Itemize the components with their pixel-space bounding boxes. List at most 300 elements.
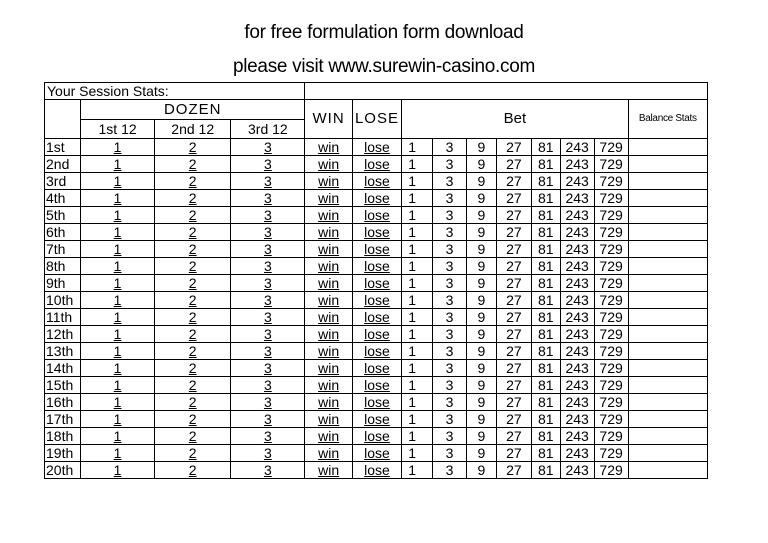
bet-cell: 1 <box>402 394 433 411</box>
bet-cell: 729 <box>594 207 628 224</box>
bet-cell: 1 <box>402 139 433 156</box>
balance-cell <box>628 224 707 241</box>
bet-cell: 27 <box>496 224 531 241</box>
win-cell: win <box>305 207 352 224</box>
bet-cell: 9 <box>467 275 497 292</box>
bet-cell: 81 <box>531 343 560 360</box>
bet-cell: 729 <box>594 360 628 377</box>
row-label: 2nd <box>45 156 81 173</box>
bet-cell: 27 <box>496 343 531 360</box>
bet-cell: 3 <box>433 258 467 275</box>
dozen-col-2nd: 2nd 12 <box>155 120 231 139</box>
bet-cell: 243 <box>560 224 594 241</box>
table-row <box>45 258 708 275</box>
bet-cell: 9 <box>467 173 497 190</box>
bet-cell: 3 <box>433 190 467 207</box>
lose-cell: lose <box>352 394 401 411</box>
lose-cell: lose <box>352 377 401 394</box>
bet-cell: 729 <box>594 275 628 292</box>
win-cell: win <box>305 173 352 190</box>
balance-cell <box>628 445 707 462</box>
win-cell: win <box>305 343 352 360</box>
table-row <box>45 292 708 309</box>
bet-cell: 9 <box>467 292 497 309</box>
bet-cell: 1 <box>402 343 433 360</box>
bet-cell: 3 <box>433 343 467 360</box>
table-row <box>45 462 708 479</box>
dozen-cell: 1 <box>81 241 155 258</box>
lose-cell: lose <box>352 326 401 343</box>
bet-cell: 729 <box>594 462 628 479</box>
lose-cell: lose <box>352 241 401 258</box>
balance-cell <box>628 275 707 292</box>
dozen-cell: 1 <box>81 326 155 343</box>
win-cell: win <box>305 326 352 343</box>
bet-cell: 729 <box>594 258 628 275</box>
bet-cell: 729 <box>594 190 628 207</box>
dozen-cell: 2 <box>155 394 231 411</box>
bet-cell: 729 <box>594 139 628 156</box>
bet-cell: 729 <box>594 241 628 258</box>
dozen-cell: 3 <box>231 462 305 479</box>
bet-cell: 27 <box>496 275 531 292</box>
bet-cell: 27 <box>496 207 531 224</box>
session-stats-title: Your Session Stats: <box>45 83 305 100</box>
dozen-cell: 3 <box>231 207 305 224</box>
bet-cell: 3 <box>433 394 467 411</box>
bet-cell: 81 <box>531 139 560 156</box>
dozen-cell: 1 <box>81 190 155 207</box>
row-label: 12th <box>45 326 81 343</box>
bet-cell: 1 <box>402 156 433 173</box>
balance-cell <box>628 156 707 173</box>
bet-cell: 27 <box>496 190 531 207</box>
bet-cell: 9 <box>467 224 497 241</box>
bet-cell: 3 <box>433 224 467 241</box>
balance-cell <box>628 462 707 479</box>
dozen-cell: 3 <box>231 190 305 207</box>
win-cell: win <box>305 275 352 292</box>
dozen-cell: 2 <box>155 428 231 445</box>
balance-cell <box>628 190 707 207</box>
bet-cell: 243 <box>560 462 594 479</box>
lose-cell: lose <box>352 224 401 241</box>
balance-cell <box>628 292 707 309</box>
lose-cell: lose <box>352 411 401 428</box>
bet-cell: 1 <box>402 292 433 309</box>
win-cell: win <box>305 309 352 326</box>
session-stats-table <box>44 82 708 479</box>
bet-cell: 27 <box>496 394 531 411</box>
dozen-cell: 2 <box>155 360 231 377</box>
bet-cell: 81 <box>531 173 560 190</box>
dozen-cell: 3 <box>231 428 305 445</box>
balance-cell <box>628 173 707 190</box>
bet-cell: 9 <box>467 207 497 224</box>
bet-cell: 243 <box>560 394 594 411</box>
dozen-cell: 1 <box>81 275 155 292</box>
table-row <box>45 139 708 156</box>
bet-cell: 3 <box>433 207 467 224</box>
dozen-col-3rd: 3rd 12 <box>231 120 305 139</box>
row-label: 1st <box>45 139 81 156</box>
dozen-cell: 1 <box>81 360 155 377</box>
dozen-cell: 1 <box>81 156 155 173</box>
bet-cell: 243 <box>560 360 594 377</box>
lose-cell: lose <box>352 343 401 360</box>
bet-cell: 9 <box>467 377 497 394</box>
dozen-cell: 1 <box>81 462 155 479</box>
dozen-cell: 1 <box>81 207 155 224</box>
win-cell: win <box>305 428 352 445</box>
bet-cell: 1 <box>402 224 433 241</box>
bet-cell: 729 <box>594 343 628 360</box>
table-row <box>45 445 708 462</box>
dozen-cell: 3 <box>231 411 305 428</box>
table-row <box>45 394 708 411</box>
bet-cell: 9 <box>467 156 497 173</box>
bet-cell: 1 <box>402 190 433 207</box>
dozen-cell: 1 <box>81 258 155 275</box>
bet-cell: 9 <box>467 258 497 275</box>
row-label: 6th <box>45 224 81 241</box>
dozen-cell: 1 <box>81 377 155 394</box>
row-label: 15th <box>45 377 81 394</box>
dozen-cell: 2 <box>155 326 231 343</box>
bet-cell: 81 <box>531 428 560 445</box>
bet-cell: 81 <box>531 156 560 173</box>
bet-cell: 27 <box>496 258 531 275</box>
table-row <box>45 190 708 207</box>
bet-cell: 729 <box>594 377 628 394</box>
row-label: 16th <box>45 394 81 411</box>
dozen-cell: 1 <box>81 445 155 462</box>
dozen-cell: 1 <box>81 343 155 360</box>
bet-cell: 3 <box>433 309 467 326</box>
bet-cell: 243 <box>560 207 594 224</box>
balance-cell <box>628 258 707 275</box>
balance-cell <box>628 326 707 343</box>
table-row <box>45 207 708 224</box>
bet-cell: 243 <box>560 411 594 428</box>
bet-cell: 81 <box>531 360 560 377</box>
balance-stats-header: Balance Stats <box>628 100 707 139</box>
bet-cell: 81 <box>531 241 560 258</box>
bet-cell: 729 <box>594 326 628 343</box>
bet-cell: 3 <box>433 377 467 394</box>
dozen-cell: 3 <box>231 326 305 343</box>
bet-cell: 729 <box>594 292 628 309</box>
session-row <box>45 83 708 100</box>
dozen-cell: 2 <box>155 292 231 309</box>
bet-cell: 9 <box>467 326 497 343</box>
dozen-cell: 2 <box>155 224 231 241</box>
dozen-cell: 1 <box>81 411 155 428</box>
table-row <box>45 428 708 445</box>
dozen-cell: 3 <box>231 275 305 292</box>
bet-cell: 27 <box>496 309 531 326</box>
win-cell: win <box>305 377 352 394</box>
table-row <box>45 326 708 343</box>
bet-cell: 243 <box>560 190 594 207</box>
bet-cell: 27 <box>496 411 531 428</box>
bet-cell: 243 <box>560 445 594 462</box>
bet-cell: 27 <box>496 156 531 173</box>
dozen-cell: 2 <box>155 190 231 207</box>
dozen-cell: 3 <box>231 343 305 360</box>
table-row <box>45 360 708 377</box>
bet-cell: 1 <box>402 207 433 224</box>
bet-cell: 27 <box>496 326 531 343</box>
bet-cell: 9 <box>467 241 497 258</box>
bet-cell: 1 <box>402 241 433 258</box>
dozen-cell: 3 <box>231 360 305 377</box>
bet-cell: 27 <box>496 360 531 377</box>
row-label-header <box>45 100 81 139</box>
dozen-cell: 1 <box>81 428 155 445</box>
bet-cell: 243 <box>560 309 594 326</box>
bet-cell: 3 <box>433 241 467 258</box>
row-label: 7th <box>45 241 81 258</box>
bet-cell: 1 <box>402 275 433 292</box>
bet-cell: 729 <box>594 173 628 190</box>
bet-cell: 81 <box>531 207 560 224</box>
bet-cell: 3 <box>433 156 467 173</box>
dozen-cell: 2 <box>155 377 231 394</box>
lose-cell: lose <box>352 190 401 207</box>
win-cell: win <box>305 360 352 377</box>
bet-cell: 9 <box>467 394 497 411</box>
bet-cell: 1 <box>402 326 433 343</box>
bet-cell: 243 <box>560 326 594 343</box>
bet-cell: 1 <box>402 377 433 394</box>
bet-cell: 243 <box>560 292 594 309</box>
row-label: 8th <box>45 258 81 275</box>
bet-cell: 27 <box>496 241 531 258</box>
table-row <box>45 343 708 360</box>
dozen-cell: 3 <box>231 241 305 258</box>
bet-header: Bet <box>402 100 628 139</box>
win-header: WIN <box>305 100 352 139</box>
dozen-cell: 2 <box>155 241 231 258</box>
bet-cell: 243 <box>560 139 594 156</box>
bet-cell: 81 <box>531 445 560 462</box>
balance-cell <box>628 394 707 411</box>
row-label: 18th <box>45 428 81 445</box>
win-cell: win <box>305 156 352 173</box>
bet-cell: 81 <box>531 462 560 479</box>
balance-cell <box>628 360 707 377</box>
bet-cell: 9 <box>467 411 497 428</box>
bet-cell: 243 <box>560 258 594 275</box>
row-label: 13th <box>45 343 81 360</box>
bet-cell: 1 <box>402 173 433 190</box>
bet-cell: 243 <box>560 275 594 292</box>
row-label: 19th <box>45 445 81 462</box>
bet-cell: 729 <box>594 428 628 445</box>
dozen-cell: 1 <box>81 224 155 241</box>
bet-cell: 1 <box>402 428 433 445</box>
bet-cell: 1 <box>402 360 433 377</box>
win-cell: win <box>305 241 352 258</box>
bet-cell: 81 <box>531 411 560 428</box>
bet-cell: 729 <box>594 394 628 411</box>
lose-cell: lose <box>352 428 401 445</box>
dozen-cell: 3 <box>231 292 305 309</box>
bet-cell: 1 <box>402 462 433 479</box>
dozen-cell: 3 <box>231 156 305 173</box>
lose-cell: lose <box>352 445 401 462</box>
dozen-cell: 2 <box>155 343 231 360</box>
dozen-cell: 3 <box>231 173 305 190</box>
bet-cell: 3 <box>433 173 467 190</box>
table-row <box>45 411 708 428</box>
bet-cell: 81 <box>531 190 560 207</box>
bet-cell: 1 <box>402 258 433 275</box>
dozen-cell: 2 <box>155 207 231 224</box>
bet-cell: 27 <box>496 377 531 394</box>
header-row-1 <box>45 100 708 120</box>
win-cell: win <box>305 258 352 275</box>
bet-cell: 3 <box>433 445 467 462</box>
dozen-cell: 2 <box>155 258 231 275</box>
lose-cell: lose <box>352 258 401 275</box>
bet-cell: 81 <box>531 224 560 241</box>
dozen-cell: 2 <box>155 462 231 479</box>
header-line-2: please visit www.surewin-casino.com <box>232 56 536 77</box>
win-cell: win <box>305 411 352 428</box>
bet-cell: 27 <box>496 292 531 309</box>
row-label: 10th <box>45 292 81 309</box>
bet-cell: 243 <box>560 173 594 190</box>
balance-cell <box>628 428 707 445</box>
dozen-cell: 2 <box>155 309 231 326</box>
bet-cell: 9 <box>467 445 497 462</box>
lose-cell: lose <box>352 275 401 292</box>
dozen-cell: 2 <box>155 173 231 190</box>
bet-cell: 81 <box>531 258 560 275</box>
dozen-cell: 3 <box>231 377 305 394</box>
bet-cell: 9 <box>467 343 497 360</box>
bet-cell: 1 <box>402 445 433 462</box>
dozen-cell: 2 <box>155 275 231 292</box>
dozen-cell: 1 <box>81 173 155 190</box>
dozen-cell: 1 <box>81 139 155 156</box>
bet-cell: 729 <box>594 224 628 241</box>
bet-cell: 81 <box>531 394 560 411</box>
table-row <box>45 241 708 258</box>
balance-cell <box>628 139 707 156</box>
table-row <box>45 156 708 173</box>
dozen-cell: 3 <box>231 309 305 326</box>
win-cell: win <box>305 139 352 156</box>
lose-cell: lose <box>352 309 401 326</box>
dozen-cell: 2 <box>155 411 231 428</box>
bet-cell: 1 <box>402 411 433 428</box>
bet-cell: 9 <box>467 309 497 326</box>
bet-cell: 81 <box>531 292 560 309</box>
bet-cell: 27 <box>496 139 531 156</box>
row-label: 4th <box>45 190 81 207</box>
dozen-cell: 1 <box>81 292 155 309</box>
bet-cell: 3 <box>433 292 467 309</box>
bet-cell: 729 <box>594 411 628 428</box>
win-cell: win <box>305 445 352 462</box>
header-line-1: for free formulation form download <box>244 22 524 43</box>
session-stats-blank <box>305 83 708 100</box>
balance-cell <box>628 411 707 428</box>
dozen-header: DOZEN <box>81 100 305 120</box>
row-label: 20th <box>45 462 81 479</box>
lose-cell: lose <box>352 139 401 156</box>
dozen-cell: 3 <box>231 258 305 275</box>
row-label: 17th <box>45 411 81 428</box>
bet-cell: 81 <box>531 309 560 326</box>
bet-cell: 9 <box>467 139 497 156</box>
lose-cell: lose <box>352 207 401 224</box>
bet-cell: 243 <box>560 241 594 258</box>
balance-cell <box>628 377 707 394</box>
bet-cell: 1 <box>402 309 433 326</box>
dozen-cell: 3 <box>231 224 305 241</box>
dozen-cell: 2 <box>155 445 231 462</box>
win-cell: win <box>305 394 352 411</box>
bet-cell: 27 <box>496 462 531 479</box>
bet-cell: 9 <box>467 190 497 207</box>
row-label: 3rd <box>45 173 81 190</box>
balance-cell <box>628 343 707 360</box>
bet-cell: 27 <box>496 173 531 190</box>
table-row <box>45 173 708 190</box>
win-cell: win <box>305 224 352 241</box>
win-cell: win <box>305 462 352 479</box>
bet-cell: 9 <box>467 428 497 445</box>
bet-cell: 9 <box>467 360 497 377</box>
dozen-cell: 1 <box>81 394 155 411</box>
lose-cell: lose <box>352 173 401 190</box>
bet-cell: 243 <box>560 343 594 360</box>
bet-cell: 729 <box>594 445 628 462</box>
lose-cell: lose <box>352 156 401 173</box>
balance-cell <box>628 309 707 326</box>
dozen-cell: 2 <box>155 139 231 156</box>
bet-cell: 3 <box>433 411 467 428</box>
bet-cell: 3 <box>433 139 467 156</box>
table-row <box>45 377 708 394</box>
bet-cell: 3 <box>433 275 467 292</box>
balance-cell <box>628 207 707 224</box>
bet-cell: 3 <box>433 462 467 479</box>
win-cell: win <box>305 292 352 309</box>
bet-cell: 3 <box>433 428 467 445</box>
table-row <box>45 275 708 292</box>
lose-cell: lose <box>352 360 401 377</box>
dozen-cell: 3 <box>231 445 305 462</box>
bet-cell: 3 <box>433 326 467 343</box>
bet-cell: 81 <box>531 377 560 394</box>
row-label: 5th <box>45 207 81 224</box>
bet-cell: 729 <box>594 309 628 326</box>
bet-cell: 729 <box>594 156 628 173</box>
lose-header: LOSE <box>352 100 401 139</box>
row-label: 11th <box>45 309 81 326</box>
bet-cell: 27 <box>496 445 531 462</box>
bet-cell: 9 <box>467 462 497 479</box>
dozen-cell: 3 <box>231 394 305 411</box>
table-row <box>45 309 708 326</box>
table-row <box>45 224 708 241</box>
bet-cell: 3 <box>433 360 467 377</box>
